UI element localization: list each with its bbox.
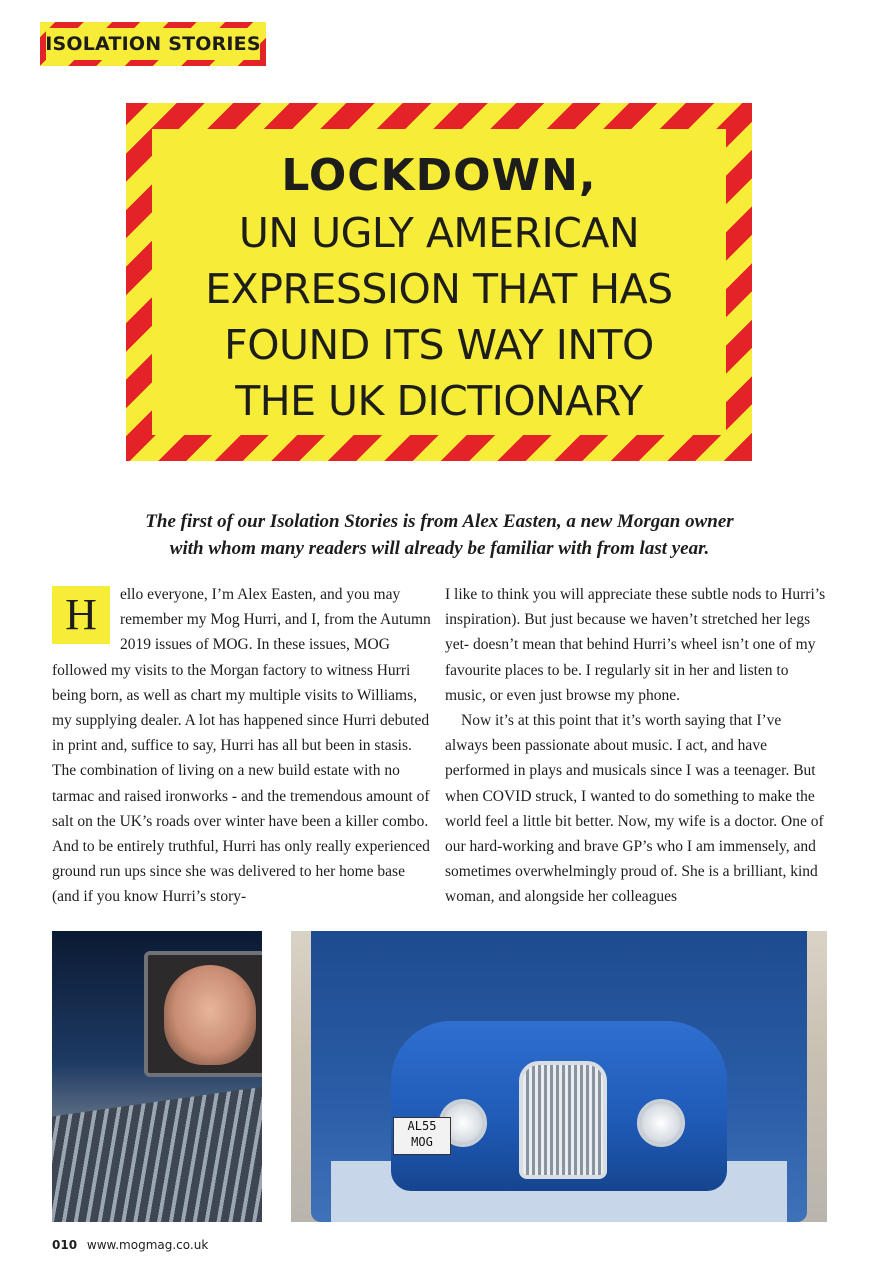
plate-line: MOG [411,1135,433,1149]
section-tag [40,22,266,66]
standfirst [100,508,779,562]
body-column-left [52,582,435,910]
headlamp-right [637,1099,685,1147]
footer-website: www.mogmag.co.uk [86,1238,209,1252]
headline-keyword: LOCKDOWN, [281,150,597,201]
page-footer [52,1238,208,1252]
standfirst-line: with whom many readers will already be familiar with from last year. [169,538,710,559]
headline-line: FOUND ITS WAY INTO [224,321,654,369]
headline-box [126,103,752,461]
standfirst-line: The first of our Isolation Stories is from Alex Easten, a new Morgan owner [145,511,734,532]
drop-cap: H [52,586,110,644]
photo-driver-portrait [52,931,262,1222]
plate-line: AL55 [407,1119,437,1133]
car-grille [519,1061,607,1179]
car-window [144,951,262,1077]
body-paragraph: I like to think you will appreciate these subtle nods to Hurri’s inspiration). But just because we haven’t stretched her legs yet- doesn’t mean that behind Hurri’s wheel isn’t one of my favourite places to be. I regularly sit in her and listen to music, or even just browse my phone. [445,586,826,704]
headline-line: EXPRESSION THAT HAS [205,265,673,313]
page-number: 010 [52,1238,78,1252]
bonnet-louvres [52,1083,262,1222]
morgan-car-front [391,1021,727,1191]
number-plate [393,1117,451,1155]
body-column-right [445,582,828,910]
section-tag-label: ISOLATION STORIES [46,28,260,60]
photo-morgan-car [291,931,827,1222]
headline-line: THE UK DICTIONARY [235,377,643,425]
body-paragraph: Now it’s at this point that it’s worth saying that I’ve always been passionate about music. I act, and have performed in plays and musicals since I was a teenager. But when COVID struck, I wanted to do something to make the world feel a little bit better. Now, my wife is a doctor. One of our hard-working and brave GP’s who I am immensely, and sometimes overwhelmingly proud of. She is a brilliant, kind woman, and alongside her colleagues [445,712,824,906]
driver-face [164,965,256,1065]
body-paragraph: ello everyone, I’m Alex Easten, and you may remember my Mog Hurri, and I, from the Autumn 2019 issues of MOG. In these issues, MOG followed my visits to the Morgan factory to witness Hurri being born, as well as chart my multiple visits to Williams, my supplying dealer. A lot has happened since Hurri debuted in print and, suffice to say, Hurri has all but been in stasis. The combination of living on a new build estate with no tarmac and raised ironworks - and the tremendous amount of salt on the UK’s roads over winter have been a killer combo. And to be entirely truthful, Hurri has only really experienced ground run ups since she was delivered to her home base (and if you know Hurri’s story- [52,586,431,906]
headline-line: UN UGLY AMERICAN [238,209,640,257]
headline [152,129,726,435]
